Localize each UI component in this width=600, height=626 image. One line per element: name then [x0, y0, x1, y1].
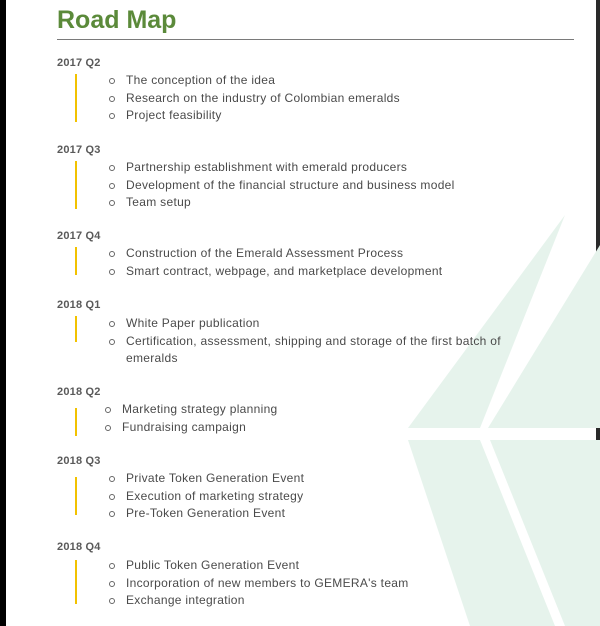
- bullet-icon: [109, 251, 115, 257]
- milestone-item: Development of the financial structure and business model: [109, 177, 516, 195]
- timeline-bar: [75, 408, 77, 436]
- page-title: Road Map: [57, 6, 177, 34]
- timeline-bar: [75, 247, 77, 275]
- quarter-label: 2018 Q3: [57, 455, 101, 467]
- milestone-item: Incorporation of new members to GEMERA's team: [109, 575, 516, 593]
- bullet-icon: [109, 183, 115, 189]
- milestone-list: [109, 72, 516, 125]
- quarter-label: 2017 Q2: [57, 57, 101, 69]
- milestone-list: [109, 315, 516, 368]
- timeline-bar: [75, 74, 77, 122]
- bullet-icon: [109, 113, 115, 119]
- roadmap-section-2018-q3: [57, 455, 537, 520]
- milestone-item: Exchange integration: [109, 592, 516, 610]
- roadmap-section-2018-q2: [57, 386, 537, 434]
- milestone-item: White Paper publication: [109, 315, 516, 333]
- milestone-item: Partnership establishment with emerald producers: [109, 159, 516, 177]
- milestone-item: Smart contract, webpage, and marketplace development: [109, 263, 516, 281]
- roadmap-section-2017-q4: [57, 230, 537, 278]
- bullet-icon: [109, 494, 115, 500]
- bullet-icon: [109, 511, 115, 517]
- timeline-bar: [75, 316, 77, 342]
- bullet-icon: [105, 425, 111, 431]
- milestone-item: Fundraising campaign: [105, 419, 512, 437]
- quarter-label: 2017 Q4: [57, 230, 101, 242]
- bullet-icon: [105, 407, 111, 413]
- timeline-bar: [75, 161, 77, 209]
- bullet-icon: [109, 476, 115, 482]
- milestone-item: Pre-Token Generation Event: [109, 505, 516, 523]
- quarter-label: 2018 Q2: [57, 386, 101, 398]
- timeline-bar: [75, 560, 77, 604]
- roadmap-section-2018-q4: [57, 541, 537, 607]
- milestone-item: Research on the industry of Colombian emeralds: [109, 90, 516, 108]
- milestone-list: [109, 470, 516, 523]
- title-divider: [57, 39, 574, 40]
- bullet-icon: [109, 321, 115, 327]
- milestone-list: [105, 401, 512, 436]
- milestone-item: Marketing strategy planning: [105, 401, 512, 419]
- quarter-label: 2018 Q1: [57, 299, 101, 311]
- bullet-icon: [109, 598, 115, 604]
- bullet-icon: [109, 563, 115, 569]
- milestone-item: Private Token Generation Event: [109, 470, 516, 488]
- milestone-item: The conception of the idea: [109, 72, 516, 90]
- milestone-list: [109, 245, 516, 280]
- milestone-list: [109, 557, 516, 610]
- milestone-item: Project feasibility: [109, 107, 516, 125]
- milestone-item: Team setup: [109, 194, 516, 212]
- bullet-icon: [109, 581, 115, 587]
- roadmap-section-2017-q3: [57, 144, 537, 209]
- timeline-bar: [75, 477, 77, 515]
- quarter-label: 2018 Q4: [57, 541, 101, 553]
- bullet-icon: [109, 165, 115, 171]
- bullet-icon: [109, 269, 115, 275]
- bullet-icon: [109, 78, 115, 84]
- milestone-item: Public Token Generation Event: [109, 557, 516, 575]
- roadmap-section-2018-q1: [57, 299, 537, 365]
- bullet-icon: [109, 200, 115, 206]
- quarter-label: 2017 Q3: [57, 144, 101, 156]
- milestone-item: Execution of marketing strategy: [109, 488, 516, 506]
- milestone-item: Construction of the Emerald Assessment Process: [109, 245, 516, 263]
- bullet-icon: [109, 96, 115, 102]
- milestone-list: [109, 159, 516, 212]
- roadmap-section-2017-q2: [57, 57, 537, 122]
- bullet-icon: [109, 339, 115, 345]
- milestone-item: Certification, assessment, shipping and storage of the first batch of emeralds: [109, 333, 516, 368]
